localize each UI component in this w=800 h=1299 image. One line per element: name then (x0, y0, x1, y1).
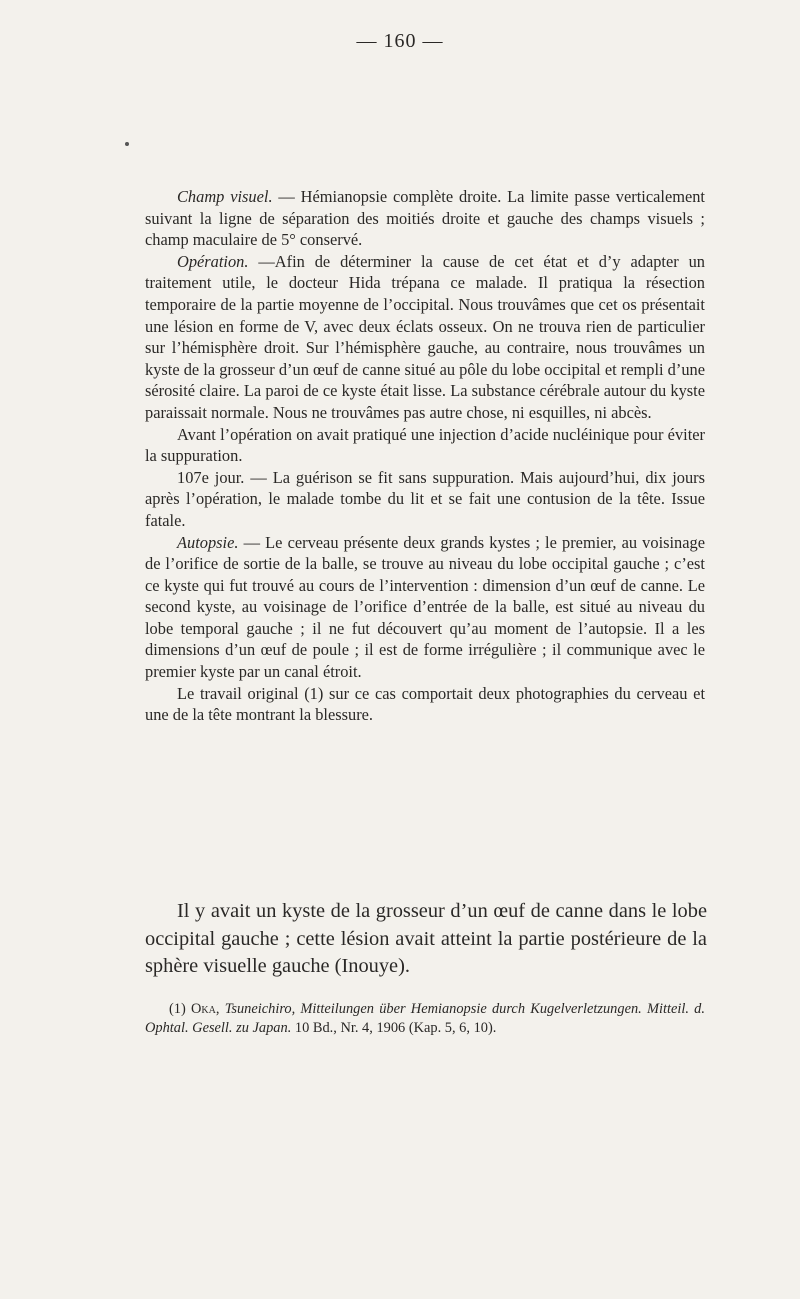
footnote-text (145, 1000, 705, 1038)
paragraph-champ-visuel (145, 186, 705, 251)
footnote-author: Oka, (191, 1001, 220, 1017)
conclusion-paragraph: Il y avait un kyste de la grosseur d’un œuf de canne dans le lobe occipital gauche ; cette lésion avait atteint la partie postérieure de la sphère visuelle gauche (Inouye). (145, 900, 707, 977)
footnote-reference: 10 Bd., Nr. 4, 1906 (Kap. 5, 6, 10). (291, 1020, 497, 1036)
paragraph-text: — Le cerveau présente deux grands kystes ; le premier, au voisinage de l’orifice de sortie de la balle, se trouve au niveau du lobe occipital gauche ; c’est ce kyste qui fut trouvé au cours de l’intervention : dimension d’un œuf de canne. Le second kyste, au voisinage de l’orifice d’entrée de la balle, est situé au niveau du lobe temporal gauche ; il ne fut découvert qu’au moment de l’autopsie. Il a les dimensions d’un œuf de poule ; il est de forme irrégulière ; il communique avec le premier kyste par un canal étroit. (145, 532, 705, 682)
paragraph-operation (145, 251, 705, 424)
paragraph-autopsie (145, 532, 705, 683)
page-number: — 160 — (356, 30, 444, 52)
paragraph-107e-jour: 107e jour. — La guérison se fit sans suppuration. Mais aujourd’hui, dix jours après l’opération, le malade tombe du lit et se fait une contusion de la tête. Issue fatale. (145, 467, 705, 530)
section-label: Autopsie. (177, 532, 239, 552)
paragraph-injection: Avant l’opération on avait pratiqué une injection d’acide nucléinique pour éviter la suppuration. (145, 424, 705, 466)
print-speck (125, 142, 129, 146)
paragraph-text: — Hémianopsie complète droite. La limite passe verticalement suivant la ligne de séparation des moitiés droite et gauche des champs visuels ; champ maculaire de 5° conservé. (145, 187, 705, 250)
paragraph-text: —Afin de déterminer la cause de cet état et d’y adapter un traitement utile, le docteur Hida trépana ce malade. Il pratiqua la résection temporaire de la partie moyenne de l’occipital. Nous trouvâmes que cet os présentait une lésion en forme de V, avec deux éclats osseux. On ne trouva rien de particulier sur l’hémisphère droit. Sur l’hémisphère gauche, au contraire, nous trouvâmes un kyste de la grosseur d’un œuf de canne situé au pôle du lobe occipital et rempli d’une sérosité claire. La paroi de ce kyste était lisse. La substance cérébrale autour du kyste paraissait normale. Nous ne trouvâmes pas autre chose, ni esquilles, ni abcès. (145, 251, 705, 422)
footnote (145, 1000, 705, 1038)
paragraph-travail-original: Le travail original (1) sur ce cas comportait deux photographies du cerveau et une de la tête montrant la blessure. (145, 683, 705, 725)
section-label: Opération. (177, 251, 249, 271)
main-text (145, 186, 705, 726)
footnote-marker: (1) (169, 1001, 192, 1017)
section-label: Champ visuel. (177, 187, 273, 206)
footnote-title: Tsuneichiro, Mitteilungen über Hemianopsie durch Kugelverletzungen. Mitteil. d. Ophtal. Gesell. zu Japan. (145, 1001, 705, 1036)
